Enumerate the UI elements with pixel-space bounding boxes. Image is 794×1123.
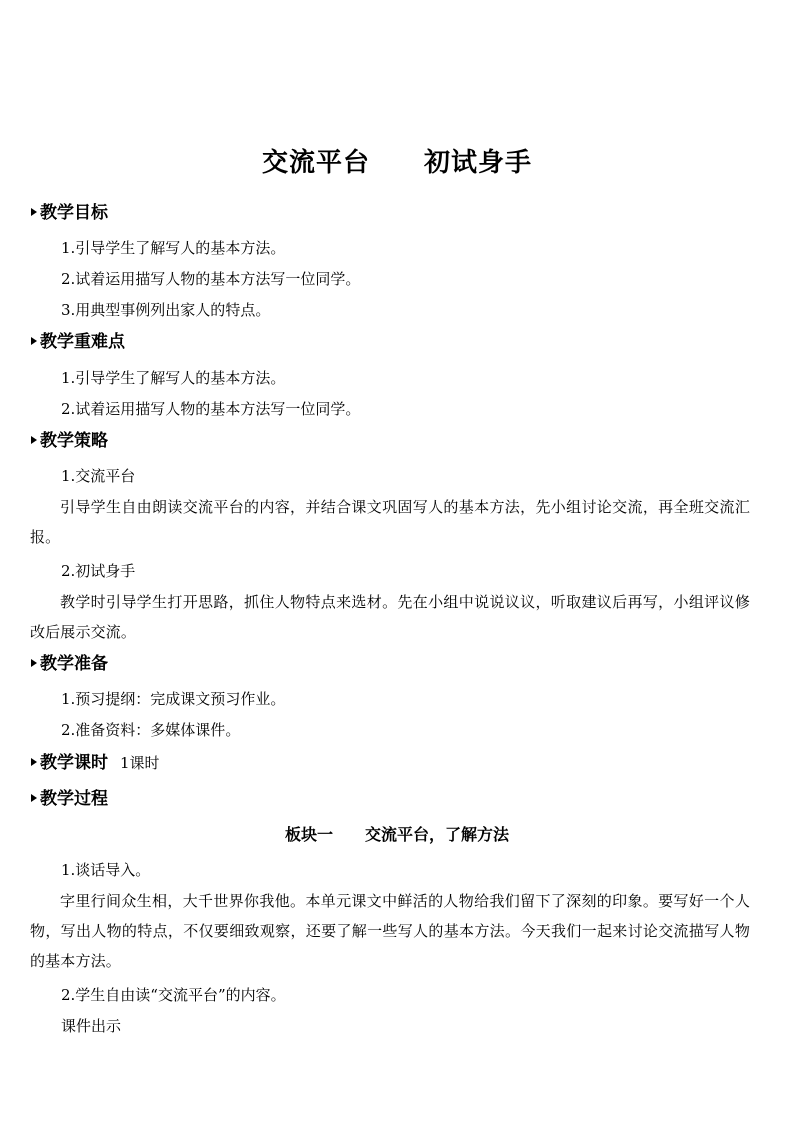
triangle-bullet-icon — [31, 208, 37, 216]
block-title: 板块一 交流平台，了解方法 — [284, 825, 509, 844]
triangle-bullet-icon — [31, 337, 37, 345]
triangle-bullet-icon — [31, 758, 37, 766]
section-heading-hours — [31, 752, 160, 774]
strategy-item-2-label: 2.初试身手 — [61, 562, 136, 580]
strategy-item-1-text: 引导学生自由朗读交流平台的内容，并结合课文巩固写人的基本方法，先小组讨论交流，再全班交流汇报。 — [30, 498, 750, 546]
goals-item-1: 1.引导学生了解写人的基本方法。 — [61, 239, 286, 257]
heading-label: 教学目标 — [40, 203, 108, 223]
strategy-item-2-text: 教学时引导学生打开思路，抓住人物特点来选材。先在小组中说说议议，听取建议后再写，小组评议修改后展示交流。 — [30, 593, 750, 641]
section-heading-strategy — [31, 430, 108, 452]
preparation-item-2: 2.准备资料：多媒体课件。 — [61, 721, 241, 739]
heading-label: 教学策略 — [40, 431, 108, 451]
strategy-item-1-label: 1.交流平台 — [61, 467, 136, 485]
key-points-item-2: 2.试着运用描写人物的基本方法写一位同学。 — [61, 400, 361, 418]
heading-label: 教学过程 — [40, 789, 108, 809]
key-points-item-1: 1.引导学生了解写人的基本方法。 — [61, 369, 286, 387]
process-step-2-note: 课件出示 — [61, 1017, 122, 1035]
triangle-bullet-icon — [31, 794, 37, 802]
hours-value: 1课时 — [120, 754, 160, 772]
page-title: 交流平台 初试身手 — [261, 148, 532, 178]
goals-item-2: 2.试着运用描写人物的基本方法写一位同学。 — [61, 270, 361, 288]
heading-label: 教学课时 — [40, 753, 108, 773]
heading-label: 教学重难点 — [40, 332, 125, 352]
heading-label: 教学准备 — [40, 654, 108, 674]
triangle-bullet-icon — [31, 436, 37, 444]
preparation-item-1: 1.预习提纲：完成课文预习作业。 — [61, 690, 286, 708]
section-heading-goals — [31, 202, 108, 224]
process-step-2-label: 2.学生自由读“交流平台”的内容。 — [61, 986, 286, 1004]
process-step-1-text: 字里行间众生相，大千世界你我他。本单元课文中鲜活的人物给我们留下了深刻的印象。要写好一个人物，写出人物的特点，不仅要细致观察，还要了解一些写人的基本方法。今天我们一起来讨论交流描写人物的基本方法。 — [30, 892, 750, 970]
triangle-bullet-icon — [31, 659, 37, 667]
process-step-1-label: 1.谈话导入。 — [61, 861, 151, 879]
section-heading-preparation — [31, 653, 108, 675]
goals-item-3: 3.用典型事例列出家人的特点。 — [61, 301, 271, 319]
section-heading-process — [31, 788, 108, 810]
section-heading-key-points — [31, 331, 125, 353]
